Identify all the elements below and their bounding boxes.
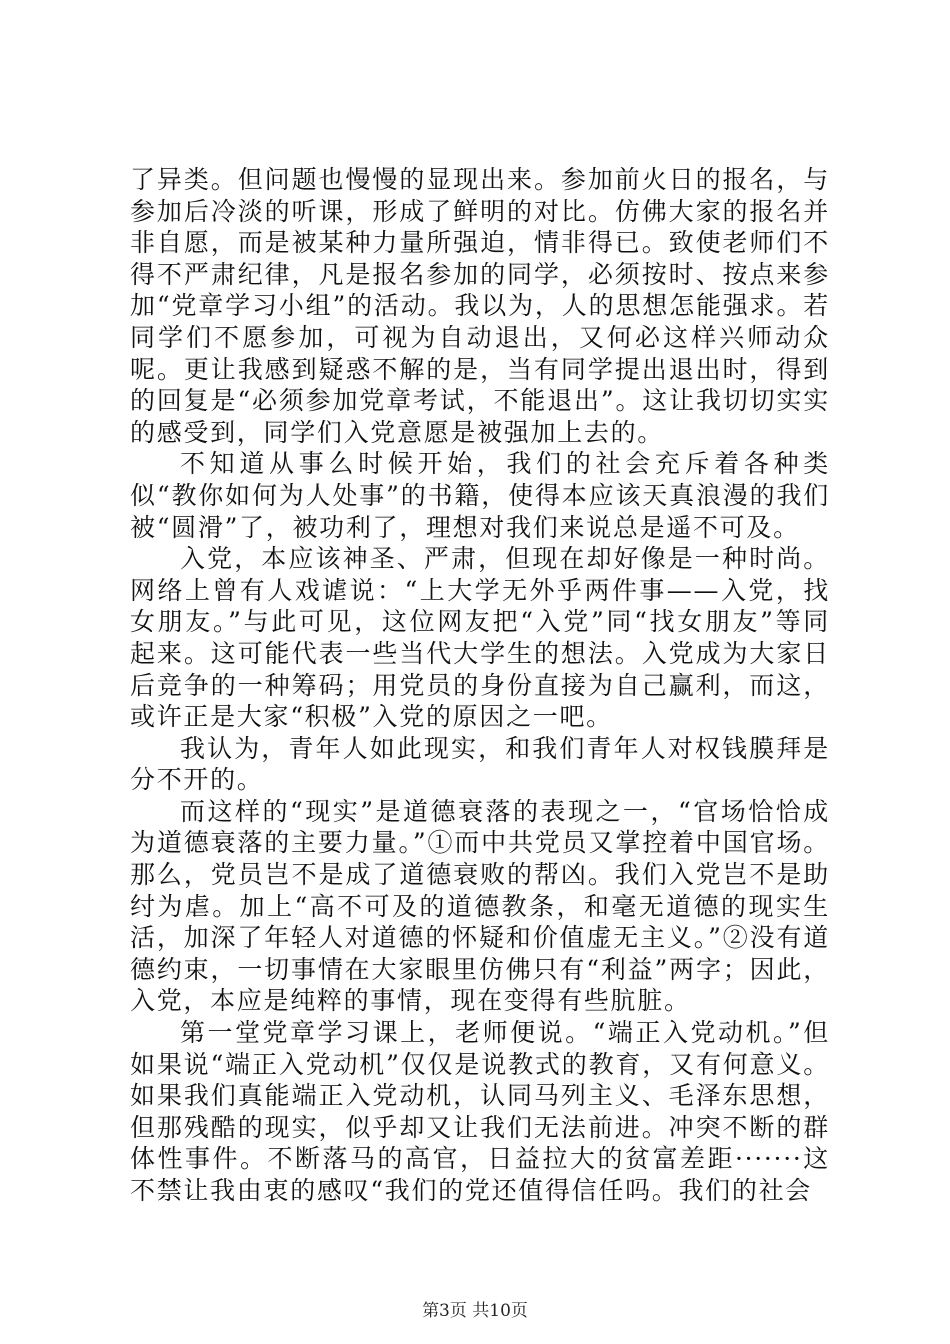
document-body xyxy=(130,164,830,1207)
paragraph: 我认为，青年人如此现实，和我们青年人对权钱膜拜是分不开的。 xyxy=(130,733,830,795)
paragraph: 不知道从事么时候开始，我们的社会充斥着各种类似“教你如何为人处事”的书籍，使得本应该天真浪漫的我们被“圆滑”了，被功利了，理想对我们来说总是遥不可及。 xyxy=(130,449,830,542)
paragraph: 入党，本应该神圣、严肃，但现在却好像是一种时尚。网络上曾有人戏谑说：“上大学无外乎两件事——入党，找女朋友。”与此可见，这位网友把“入党”同“找女朋友”等同起来。这可能代表一些当代大学生的想法。入党成为大家日后竞争的一种筹码；用党员的身份直接为自己赢利，而这，或许正是大家“积极”入党的原因之一吧。 xyxy=(130,544,830,732)
paragraph: 而这样的“现实”是道德衰落的表现之一，“官场恰恰成为道德衰落的主要力量。”①而中共党员又掌控着中国官场。那么，党员岂不是成了道德衰败的帮凶。我们入党岂不是助纣为虐。加上“高不可及的道德教条，和毫无道德的现实生活，加深了年轻人对道德的怀疑和价值虚无主义。”②没有道德约束，一切事情在大家眼里仿佛只有“利益”两字；因此，入党，本应是纯粹的事情，现在变得有些肮脏。 xyxy=(130,796,830,1016)
page-number-footer: 第3页 共10页 xyxy=(422,1301,528,1321)
paragraph-continued: 了异类。但问题也慢慢的显现出来。参加前火日的报名，与参加后冷淡的听课，形成了鲜明的对比。仿佛大家的报名并非自愿，而是被某种力量所强迫，情非得已。致使老师们不得不严肃纪律，凡是报名参加的同学，必须按时、按点来参加“党章学习小组”的活动。我以为，人的思想怎能强求。若同学们不愿参加，可视为自动退出，又何必这样兴师动众呢。更让我感到疑惑不解的是，当有同学提出退出时，得到的回复是“必须参加党章考试，不能退出”。这让我切切实实的感受到，同学们入党意愿是被强加上去的。 xyxy=(130,165,830,447)
paragraph: 第一堂党章学习课上，老师便说。“端正入党动机。”但如果说“端正入党动机”仅仅是说教式的教育，又有何意义。如果我们真能端正入党动机，认同马列主义、毛泽东思想，但那残酷的现实，似乎却又让我们无法前进。冲突不断的群体性事件。不断落马的高官，日益拉大的贫富差距·······这不禁让我由衷的感叹“我们的党还值得信任吗。我们的社会 xyxy=(130,1018,830,1205)
